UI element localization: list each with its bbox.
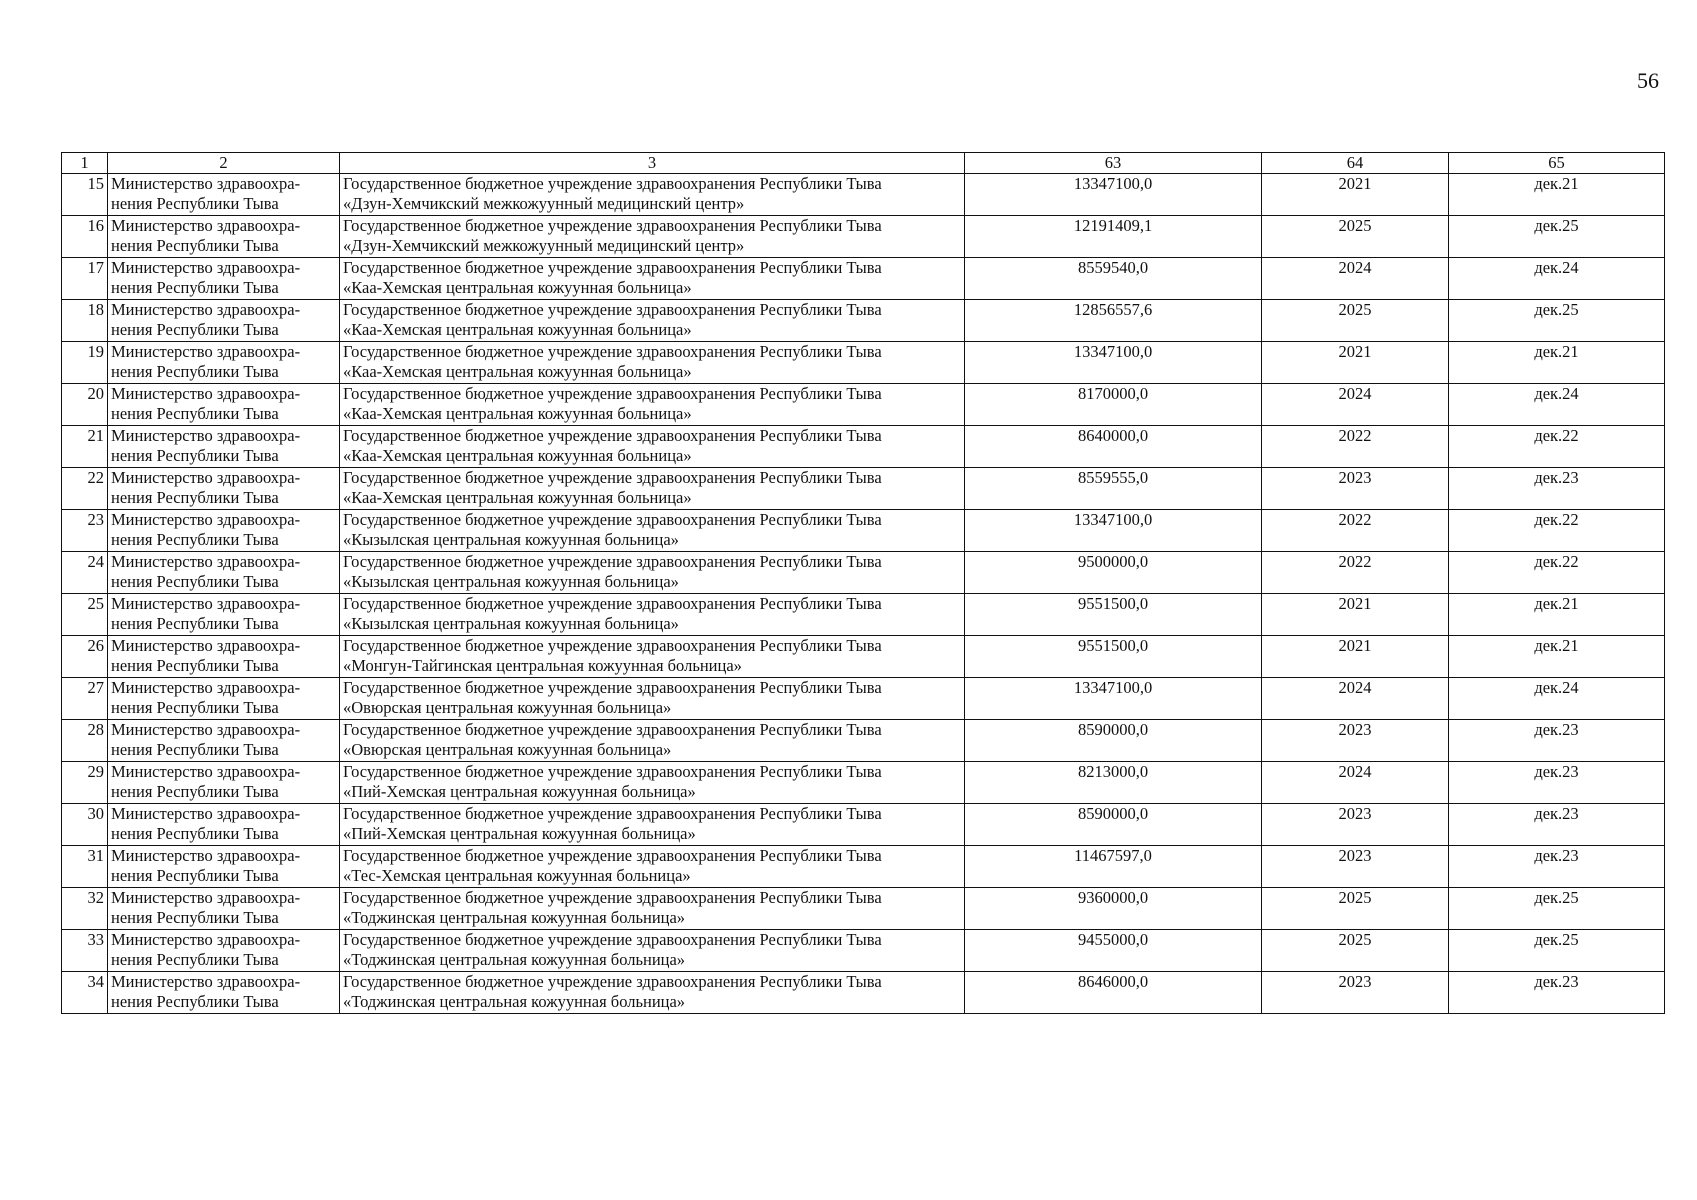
institution-cell (340, 552, 965, 594)
ministry-line: нения Республики Тыва (111, 530, 279, 549)
table-row (62, 426, 1665, 468)
table-row (62, 804, 1665, 846)
amount-cell: 9360000,0 (965, 888, 1262, 930)
institution-cell (340, 342, 965, 384)
institution-cell (340, 720, 965, 762)
ministry-line: нения Республики Тыва (111, 782, 279, 801)
ministry-cell (108, 930, 340, 972)
institution-line: Государственное бюджетное учреждение здравоохранения Республики Тыва (343, 216, 882, 235)
institution-line: «Каа-Хемская центральная кожуунная больница» (343, 404, 692, 423)
table-row (62, 846, 1665, 888)
date-cell: дек.23 (1449, 972, 1665, 1014)
amount-cell: 9455000,0 (965, 930, 1262, 972)
date-cell: дек.21 (1449, 636, 1665, 678)
ministry-line: нения Республики Тыва (111, 446, 279, 465)
institution-cell (340, 174, 965, 216)
ministry-line: нения Республики Тыва (111, 404, 279, 423)
ministry-cell (108, 258, 340, 300)
table-row (62, 384, 1665, 426)
date-cell: дек.23 (1449, 846, 1665, 888)
institution-line: «Овюрская центральная кожуунная больница» (343, 698, 672, 717)
institution-line: «Кызылская центральная кожуунная больница» (343, 530, 679, 549)
row-number-cell: 31 (62, 846, 108, 888)
ministry-cell (108, 846, 340, 888)
institution-line: «Кызылская центральная кожуунная больница» (343, 572, 679, 591)
table-row (62, 762, 1665, 804)
date-cell: дек.25 (1449, 216, 1665, 258)
amount-cell: 9500000,0 (965, 552, 1262, 594)
ministry-cell (108, 510, 340, 552)
row-number-cell: 17 (62, 258, 108, 300)
institution-line: Государственное бюджетное учреждение здравоохранения Республики Тыва (343, 258, 882, 277)
amount-cell: 8213000,0 (965, 762, 1262, 804)
institution-cell (340, 972, 965, 1014)
year-cell: 2022 (1262, 426, 1449, 468)
institution-line: «Тоджинская центральная кожуунная больница» (343, 908, 686, 927)
row-number-cell: 20 (62, 384, 108, 426)
row-number-cell: 18 (62, 300, 108, 342)
amount-cell: 8590000,0 (965, 804, 1262, 846)
row-number-cell: 21 (62, 426, 108, 468)
ministry-line: нения Республики Тыва (111, 698, 279, 717)
year-cell: 2023 (1262, 468, 1449, 510)
institution-line: Государственное бюджетное учреждение здравоохранения Республики Тыва (343, 720, 882, 739)
year-cell: 2023 (1262, 804, 1449, 846)
amount-cell: 12856557,6 (965, 300, 1262, 342)
ministry-line: нения Республики Тыва (111, 572, 279, 591)
institution-cell (340, 636, 965, 678)
row-number-cell: 29 (62, 762, 108, 804)
date-cell: дек.22 (1449, 552, 1665, 594)
row-number-cell: 19 (62, 342, 108, 384)
ministry-line: Министерство здравоохра- (111, 678, 301, 697)
ministry-cell (108, 216, 340, 258)
date-cell: дек.22 (1449, 426, 1665, 468)
ministry-line: Министерство здравоохра- (111, 216, 301, 235)
date-cell: дек.22 (1449, 510, 1665, 552)
table-row (62, 552, 1665, 594)
ministry-line: нения Республики Тыва (111, 950, 279, 969)
date-cell: дек.25 (1449, 930, 1665, 972)
table-header-row (62, 153, 1665, 174)
institution-line: Государственное бюджетное учреждение здравоохранения Республики Тыва (343, 384, 882, 403)
year-cell: 2022 (1262, 552, 1449, 594)
ministry-line: Министерство здравоохра- (111, 846, 301, 865)
institution-cell (340, 426, 965, 468)
row-number-cell: 32 (62, 888, 108, 930)
table-row (62, 468, 1665, 510)
institution-cell (340, 804, 965, 846)
ministry-line: нения Республики Тыва (111, 992, 279, 1011)
ministry-line: нения Республики Тыва (111, 824, 279, 843)
date-cell: дек.24 (1449, 384, 1665, 426)
amount-cell: 8559540,0 (965, 258, 1262, 300)
ministry-line: нения Республики Тыва (111, 488, 279, 507)
institution-line: Государственное бюджетное учреждение здравоохранения Республики Тыва (343, 342, 882, 361)
year-cell: 2025 (1262, 300, 1449, 342)
table-row (62, 258, 1665, 300)
institution-line: «Тоджинская центральная кожуунная больница» (343, 950, 686, 969)
institution-line: Государственное бюджетное учреждение здравоохранения Республики Тыва (343, 804, 882, 823)
row-number-cell: 34 (62, 972, 108, 1014)
ministry-cell (108, 552, 340, 594)
year-cell: 2025 (1262, 888, 1449, 930)
ministry-line: Министерство здравоохра- (111, 510, 301, 529)
institution-line: «Дзун-Хемчикский межкожуунный медицинский центр» (343, 236, 745, 255)
ministry-line: нения Республики Тыва (111, 614, 279, 633)
institution-cell (340, 678, 965, 720)
date-cell: дек.23 (1449, 468, 1665, 510)
institution-line: Государственное бюджетное учреждение здравоохранения Республики Тыва (343, 468, 882, 487)
date-cell: дек.23 (1449, 720, 1665, 762)
ministry-line: Министерство здравоохра- (111, 300, 301, 319)
row-number-cell: 16 (62, 216, 108, 258)
date-cell: дек.21 (1449, 342, 1665, 384)
ministry-line: Министерство здравоохра- (111, 258, 301, 277)
institution-cell (340, 258, 965, 300)
institution-line: «Каа-Хемская центральная кожуунная больница» (343, 488, 692, 507)
ministry-line: нения Республики Тыва (111, 278, 279, 297)
institution-cell (340, 468, 965, 510)
date-cell: дек.21 (1449, 594, 1665, 636)
ministry-line: нения Республики Тыва (111, 320, 279, 339)
institution-line: «Овюрская центральная кожуунная больница» (343, 740, 672, 759)
institution-line: Государственное бюджетное учреждение здравоохранения Республики Тыва (343, 552, 882, 571)
year-cell: 2023 (1262, 720, 1449, 762)
date-cell: дек.23 (1449, 804, 1665, 846)
institution-line: «Кызылская центральная кожуунная больница» (343, 614, 679, 633)
ministry-line: Министерство здравоохра- (111, 720, 301, 739)
table-row (62, 972, 1665, 1014)
amount-cell: 8590000,0 (965, 720, 1262, 762)
amount-cell: 9551500,0 (965, 636, 1262, 678)
amount-cell: 9551500,0 (965, 594, 1262, 636)
ministry-line: Министерство здравоохра- (111, 468, 301, 487)
table-row (62, 720, 1665, 762)
ministry-line: Министерство здравоохра- (111, 426, 301, 445)
ministry-line: Министерство здравоохра- (111, 930, 301, 949)
institution-line: Государственное бюджетное учреждение здравоохранения Республики Тыва (343, 636, 882, 655)
amount-cell: 13347100,0 (965, 342, 1262, 384)
column-header: 3 (340, 153, 965, 174)
date-cell: дек.21 (1449, 174, 1665, 216)
institution-line: Государственное бюджетное учреждение здравоохранения Республики Тыва (343, 972, 882, 991)
institution-cell (340, 594, 965, 636)
row-number-cell: 26 (62, 636, 108, 678)
year-cell: 2021 (1262, 636, 1449, 678)
ministry-cell (108, 594, 340, 636)
institution-line: Государственное бюджетное учреждение здравоохранения Республики Тыва (343, 426, 882, 445)
ministry-cell (108, 972, 340, 1014)
ministry-line: Министерство здравоохра- (111, 972, 301, 991)
institution-line: «Каа-Хемская центральная кожуунная больница» (343, 320, 692, 339)
year-cell: 2023 (1262, 972, 1449, 1014)
ministry-line: Министерство здравоохра- (111, 174, 301, 193)
institution-cell (340, 384, 965, 426)
row-number-cell: 24 (62, 552, 108, 594)
institution-line: Государственное бюджетное учреждение здравоохранения Республики Тыва (343, 174, 882, 193)
institution-line: Государственное бюджетное учреждение здравоохранения Республики Тыва (343, 678, 882, 697)
ministry-cell (108, 468, 340, 510)
institution-line: Государственное бюджетное учреждение здравоохранения Республики Тыва (343, 846, 882, 865)
ministry-line: Министерство здравоохра- (111, 762, 301, 781)
institution-line: «Пий-Хемская центральная кожуунная больница» (343, 824, 696, 843)
date-cell: дек.25 (1449, 300, 1665, 342)
date-cell: дек.24 (1449, 258, 1665, 300)
row-number-cell: 25 (62, 594, 108, 636)
ministry-line: Министерство здравоохра- (111, 342, 301, 361)
row-number-cell: 33 (62, 930, 108, 972)
table-row (62, 678, 1665, 720)
ministry-cell (108, 636, 340, 678)
column-header: 63 (965, 153, 1262, 174)
row-number-cell: 23 (62, 510, 108, 552)
institution-line: Государственное бюджетное учреждение здравоохранения Республики Тыва (343, 762, 882, 781)
ministry-line: Министерство здравоохра- (111, 552, 301, 571)
institution-line: «Пий-Хемская центральная кожуунная больница» (343, 782, 696, 801)
year-cell: 2024 (1262, 384, 1449, 426)
table-row (62, 636, 1665, 678)
institution-line: «Тес-Хемская центральная кожуунная больница» (343, 866, 691, 885)
amount-cell: 13347100,0 (965, 510, 1262, 552)
ministry-cell (108, 384, 340, 426)
table-row (62, 594, 1665, 636)
ministry-line: Министерство здравоохра- (111, 594, 301, 613)
institution-cell (340, 846, 965, 888)
year-cell: 2021 (1262, 594, 1449, 636)
institution-cell (340, 300, 965, 342)
ministry-cell (108, 720, 340, 762)
ministry-cell (108, 888, 340, 930)
year-cell: 2024 (1262, 678, 1449, 720)
year-cell: 2023 (1262, 846, 1449, 888)
table-row (62, 216, 1665, 258)
amount-cell: 13347100,0 (965, 678, 1262, 720)
ministry-line: Министерство здравоохра- (111, 636, 301, 655)
institution-line: Государственное бюджетное учреждение здравоохранения Республики Тыва (343, 594, 882, 613)
ministry-cell (108, 174, 340, 216)
ministry-cell (108, 678, 340, 720)
ministry-line: нения Республики Тыва (111, 656, 279, 675)
institution-cell (340, 216, 965, 258)
institution-line: «Дзун-Хемчикский межкожуунный медицинский центр» (343, 194, 745, 213)
amount-cell: 8646000,0 (965, 972, 1262, 1014)
row-number-cell: 15 (62, 174, 108, 216)
table-row (62, 342, 1665, 384)
year-cell: 2024 (1262, 258, 1449, 300)
ministry-line: нения Республики Тыва (111, 740, 279, 759)
row-number-cell: 27 (62, 678, 108, 720)
column-header: 65 (1449, 153, 1665, 174)
ministry-line: нения Республики Тыва (111, 866, 279, 885)
date-cell: дек.24 (1449, 678, 1665, 720)
institution-line: «Каа-Хемская центральная кожуунная больница» (343, 446, 692, 465)
column-header: 64 (1262, 153, 1449, 174)
amount-cell: 11467597,0 (965, 846, 1262, 888)
institution-line: «Тоджинская центральная кожуунная больница» (343, 992, 686, 1011)
ministry-cell (108, 804, 340, 846)
institution-line: Государственное бюджетное учреждение здравоохранения Республики Тыва (343, 888, 882, 907)
ministry-line: нения Республики Тыва (111, 908, 279, 927)
table-row (62, 174, 1665, 216)
table-row (62, 300, 1665, 342)
table-row (62, 888, 1665, 930)
year-cell: 2025 (1262, 930, 1449, 972)
date-cell: дек.23 (1449, 762, 1665, 804)
institution-line: Государственное бюджетное учреждение здравоохранения Республики Тыва (343, 300, 882, 319)
institution-line: «Каа-Хемская центральная кожуунная больница» (343, 278, 692, 297)
page-number: 56 (1637, 68, 1659, 93)
ministry-line: нения Республики Тыва (111, 362, 279, 381)
table-row (62, 930, 1665, 972)
institution-cell (340, 510, 965, 552)
year-cell: 2022 (1262, 510, 1449, 552)
amount-cell: 8640000,0 (965, 426, 1262, 468)
date-cell: дек.25 (1449, 888, 1665, 930)
ministry-line: нения Республики Тыва (111, 194, 279, 213)
row-number-cell: 30 (62, 804, 108, 846)
year-cell: 2021 (1262, 342, 1449, 384)
ministry-cell (108, 300, 340, 342)
ministry-cell (108, 762, 340, 804)
year-cell: 2024 (1262, 762, 1449, 804)
institution-line: «Монгун-Тайгинская центральная кожуунная больница» (343, 656, 742, 675)
amount-cell: 8170000,0 (965, 384, 1262, 426)
column-header: 1 (62, 153, 108, 174)
institution-line: Государственное бюджетное учреждение здравоохранения Республики Тыва (343, 510, 882, 529)
column-header: 2 (108, 153, 340, 174)
ministry-line: Министерство здравоохра- (111, 888, 301, 907)
table-row (62, 510, 1665, 552)
institution-cell (340, 762, 965, 804)
amount-cell: 13347100,0 (965, 174, 1262, 216)
ministry-cell (108, 342, 340, 384)
institution-cell (340, 888, 965, 930)
institution-cell (340, 930, 965, 972)
year-cell: 2025 (1262, 216, 1449, 258)
ministry-cell (108, 426, 340, 468)
year-cell: 2021 (1262, 174, 1449, 216)
row-number-cell: 22 (62, 468, 108, 510)
row-number-cell: 28 (62, 720, 108, 762)
institution-line: Государственное бюджетное учреждение здравоохранения Республики Тыва (343, 930, 882, 949)
amount-cell: 8559555,0 (965, 468, 1262, 510)
data-table (61, 152, 1665, 1014)
ministry-line: Министерство здравоохра- (111, 804, 301, 823)
institution-line: «Каа-Хемская центральная кожуунная больница» (343, 362, 692, 381)
amount-cell: 12191409,1 (965, 216, 1262, 258)
ministry-line: Министерство здравоохра- (111, 384, 301, 403)
ministry-line: нения Республики Тыва (111, 236, 279, 255)
